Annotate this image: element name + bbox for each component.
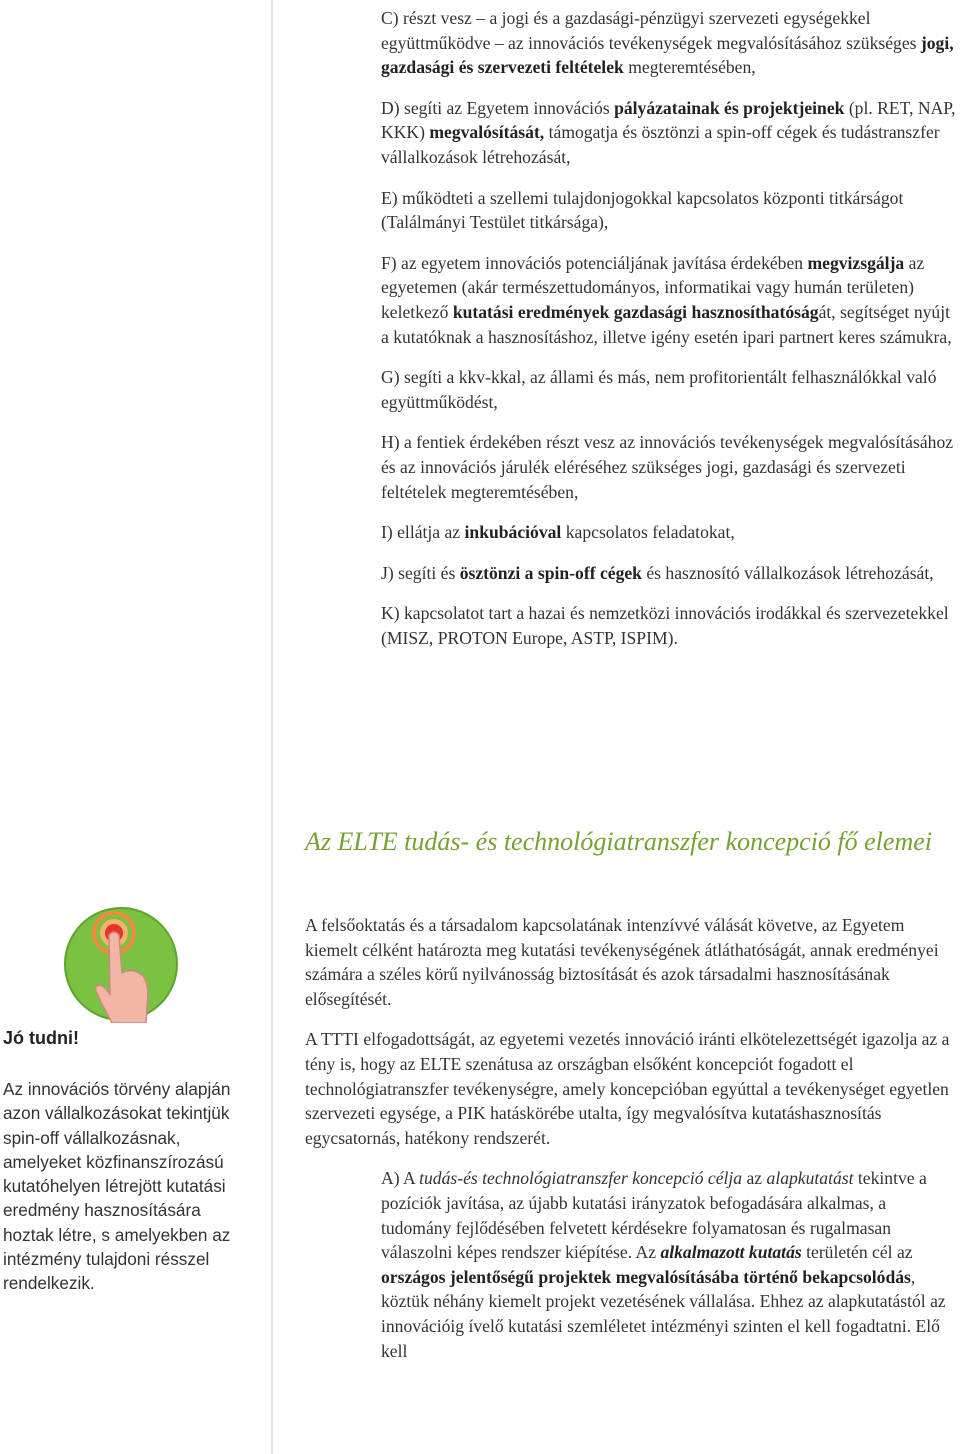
text-run: kapcsolatot tart a hazai és nemzetközi innovációs irodákkal és szervezetekkel (MISZ, PROTON Europe, ASTP, ISPIM).	[381, 603, 949, 648]
list-item	[381, 96, 959, 170]
list-item-letter: H)	[381, 432, 400, 453]
text-run: az	[742, 1168, 767, 1189]
paragraph-1: A felsőoktatás és a társadalom kapcsolatának intenzívvé válását követve, az Egyetem kiemelt célként határozta meg kutatási tevékenységének átláthatóságát, annak eredményei számára a széles körű nyilvánosság biztosítását és azok társadalmi hasznosításának elősegítését.	[305, 915, 939, 1009]
list-item-letter: K)	[381, 603, 400, 624]
column-divider	[271, 0, 273, 1454]
text-run: tekintve a pozíciók javítása, az újabb kutatási irányzatok befogadására alkalmas, a tudomány fejlődésében felvetett kérdésekre folyamatosan és rugalmasan válaszolni képes rendszer kiépítése. Az	[381, 1168, 927, 1263]
bold-phrase: jogi, gazdasági és szervezeti feltételek	[381, 32, 954, 78]
text-run: területén cél az	[801, 1242, 913, 1263]
bold-phrase: országos jelentőségű projektek megvalósításába történő bekapcsolódás	[381, 1266, 911, 1287]
text-run: a fentiek érdekében részt vesz az innovációs tevékenységek megvalósításához és az innovációs járulék eléréséhez szükséges jogi, gazdasági és szervezeti feltételek megteremtésében,	[381, 432, 954, 502]
list-item-letter: J)	[381, 562, 394, 583]
list-item	[381, 251, 959, 349]
italic-phrase: alapkutatást	[766, 1168, 854, 1189]
list-item-letter: F)	[381, 252, 397, 273]
paragraph-2: A TTTI elfogadottságát, az egyetemi vezetés innováció iránti elkötelezettségét igazolja az a tény is, hogy az ELTE szenátusa az országban elsőként koncepciót fogadott el technológiatranszfer tevékenységre, amely koncepcióban egyúttal a tevékenységet egyetlen szervezeti egysége, a PIK hatáskörébe utalta, így megvalósítva kutatáshasznosítás egycsatornás, hatékony rendszerét.	[305, 1029, 950, 1148]
text-run: az egyetem innovációs potenciáljának javítása érdekében	[396, 252, 808, 273]
task-list	[381, 6, 959, 666]
text-run: segíti az Egyetem innovációs	[399, 97, 615, 118]
text-run: segíti és	[393, 562, 460, 583]
text-run: kapcsolatos feladatokat,	[561, 522, 735, 543]
text-run: és hasznosító vállalkozások létrehozását,	[641, 562, 934, 583]
bold-phrase: megvizsgálja	[807, 252, 905, 273]
indented-item-a	[381, 1166, 957, 1363]
list-item-letter: D)	[381, 97, 400, 118]
section-heading: Az ELTE tudás- és technológiatranszfer koncepció fő elemei	[305, 827, 932, 856]
list-item-letter: C)	[381, 8, 399, 28]
list-item	[381, 186, 959, 235]
italic-phrase: tudás-és technológiatranszfer koncepció célja	[419, 1168, 743, 1189]
bold-phrase: inkubációval	[464, 522, 562, 543]
bold-phrase: kutatási eredmények gazdasági hasznosíthatóság	[452, 301, 819, 322]
text-run: (pl. RET, NAP, KKK)	[381, 97, 956, 143]
list-item	[381, 520, 959, 545]
list-item	[381, 6, 959, 80]
bold-phrase: alkalmazott kutatás	[660, 1242, 802, 1263]
text-run: át, segítséget nyújt a kutatóknak a hasznosításhoz, illetve igény esetén ipari partnert keres számukra,	[381, 301, 952, 347]
list-item	[381, 561, 959, 586]
text-run: A) A	[381, 1168, 420, 1189]
sidebar-text: Az innovációs törvény alapján azon vállalkozásokat tekintjük spin-off vállalkozásnak, amelyeket közfinanszírozású kutatóhelyen létrejött kutatási eredmény hasznosítására hoztak létre, s amelyekben az intézmény tulajdoni résszel rendelkezik.	[3, 1079, 231, 1294]
list-item	[381, 365, 959, 414]
sidebar-title: Jó tudni!	[3, 1028, 79, 1048]
bold-phrase: ösztönzi a spin-off cégek	[459, 562, 642, 583]
text-run: ellátja az	[392, 522, 465, 543]
text-run: segíti a kkv-kkal, az állami és más, nem profitorientált felhasználókkal való együttműködést,	[381, 367, 937, 412]
list-item	[381, 601, 959, 650]
bold-phrase: pályázatainak és projektjeinek	[614, 97, 845, 118]
text-run: megteremtésében,	[623, 57, 756, 78]
text-run: az egyetemen (akár természettudományos, informatikai vagy humán területen) keletkező	[381, 252, 925, 322]
list-item-letter: G)	[381, 367, 400, 388]
finger-press-icon	[62, 905, 180, 1023]
bold-phrase: megvalósítását,	[429, 122, 545, 143]
text-run: , köztük néhány kiemelt projekt vezetésének vállalása. Ehhez az alapkutatástól az innovációig ívelő kutatási szemléletet intézményi szinten el kell fogadtatni. Elő kell	[381, 1266, 946, 1361]
list-item	[381, 430, 959, 504]
body-text	[305, 913, 957, 1363]
list-item-letter: E)	[381, 187, 398, 208]
list-item-letter: I)	[381, 522, 393, 543]
text-run: működteti a szellemi tulajdonjogokkal kapcsolatos központi titkárságot (Találmányi Testület titkársága),	[381, 187, 904, 233]
text-run: részt vesz – a jogi és a gazdasági-pénzügyi szervezeti egységekkel együttműködve – az innovációs tevékenységek megvalósításához szükséges	[381, 8, 921, 53]
text-run: támogatja és ösztönzi a spin-off cégek és tudástranszfer vállalkozások létrehozását,	[381, 122, 940, 167]
